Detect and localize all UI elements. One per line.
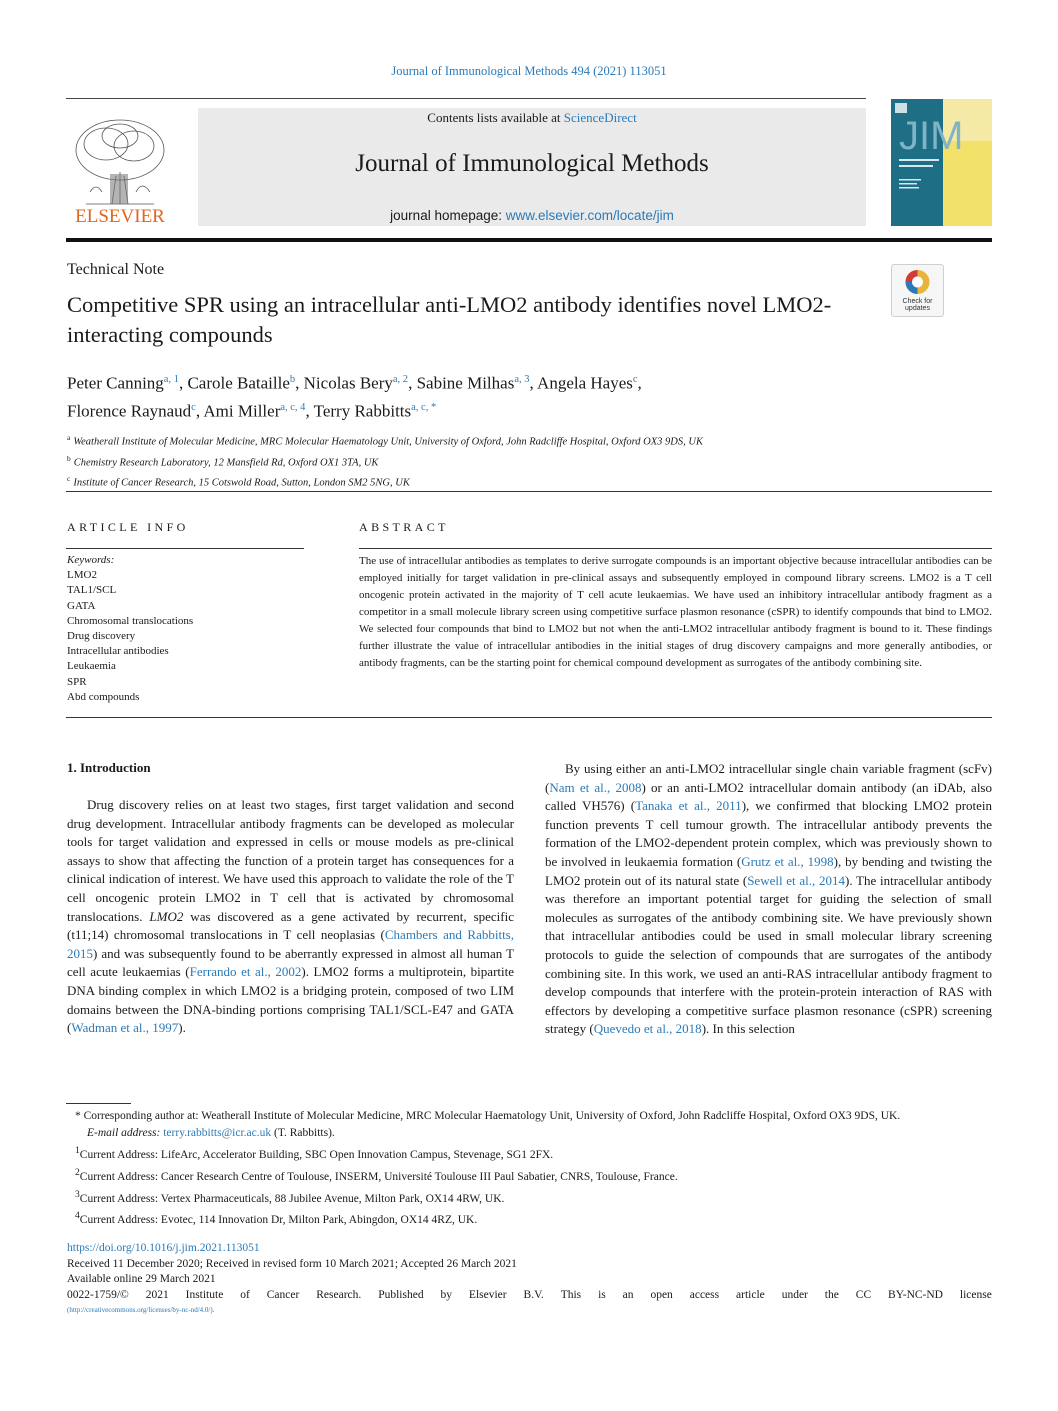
intro-text: ) or an anti-LMO2 intracellular domain antibody (an iDAb, also called VH576) ( (545, 779, 992, 814)
author-separator: , (178, 373, 188, 393)
intro-text: ), we confirmed that blocking LMO2 protein function prevents T cell tumour growth. The intracellular antibody prevents the formation of the LMO2-dependent protein complex, which was previously shown to be involved in leukaemia formation ( (545, 798, 993, 869)
address-footnote (67, 1207, 992, 1229)
intro-text: was discovered as a gene activated by recurrent, specific (t11;14) chromosomal translocations in T cell neoplasias ( (67, 908, 514, 943)
license-word: license (959, 1288, 992, 1301)
license-word: by (440, 1288, 452, 1301)
affiliations (67, 430, 967, 492)
keywords-label: Keywords: (67, 554, 115, 566)
license-word: Cancer (266, 1288, 300, 1301)
keyword-item: GATA (67, 599, 96, 612)
abstract-rule (359, 548, 992, 549)
keyword-item: Chromosomal translocations (67, 614, 194, 627)
intro-text: ). In this selection (701, 1021, 795, 1037)
intro-gene-name: LMO2 (149, 908, 184, 924)
keyword-item: Leukaemia (67, 660, 116, 673)
elsevier-wordmark: ELSEVIER (75, 206, 165, 227)
homepage-line (198, 208, 866, 223)
address-footnote (67, 1186, 992, 1208)
keywords-block (67, 553, 307, 705)
footnote-rule (66, 1103, 131, 1104)
affiliation-text: Weatherall Institute of Molecular Medicine, MRC Molecular Haematology Unit, University of Oxford, John Radcliffe Hospital, Oxford OX3 9DS, UK (73, 436, 703, 448)
citation-link[interactable]: Wadman et al., 1997 (71, 1020, 179, 1036)
footnote-text: Current Address: Cancer Research Centre of Toulouse, INSERM, Université Toulouse III Paul Sabatier, CNRS, Toulouse, France. (79, 1170, 678, 1183)
available-online: Available online 29 March 2021 (67, 1273, 216, 1285)
affiliation-text: Institute of Cancer Research, 15 Cotswold Road, Sutton, London SM2 5NG, UK (73, 477, 410, 489)
intro-text: ), by bending and twisting the LMO2 protein out of its natural state ( (545, 853, 992, 888)
cover-jim-text: JIM (899, 114, 964, 158)
author-affiliation-marker[interactable]: a, c, * (411, 401, 437, 413)
footnote-text: Current Address: Evotec, 114 Innovation Dr, Milton Park, Abingdon, OX14 4RZ, UK. (79, 1214, 478, 1227)
journal-cover-image (891, 99, 992, 226)
license-word: access (689, 1288, 720, 1301)
license-word: is (598, 1288, 606, 1301)
section-type: Technical Note (67, 261, 165, 278)
header-bottom-rule (66, 238, 992, 242)
elsevier-tree-icon (66, 112, 174, 228)
author-separator: , (637, 373, 642, 393)
journal-cover[interactable] (891, 99, 992, 226)
address-footnote (67, 1142, 992, 1164)
affiliation-marker: b (67, 453, 71, 463)
keywords-list (67, 568, 307, 705)
journal-title: Journal of Immunological Methods (355, 150, 709, 177)
author-name: Peter Canning (67, 373, 164, 393)
license-word: article (736, 1288, 765, 1301)
keyword-item: TAL1/SCL (67, 584, 117, 597)
elsevier-logo[interactable] (66, 112, 174, 228)
footnote-text: Current Address: LifeArc, Accelerator Building, SBC Open Innovation Campus, Stevenage, SG1 2FX. (79, 1148, 554, 1161)
license-word: B.V. (523, 1288, 544, 1301)
author-name: Ami Miller (203, 401, 281, 421)
author-separator: , (295, 373, 304, 393)
footnote-text: Current Address: Vertex Pharmaceuticals, 88 Jubilee Avenue, Milton Park, OX14 4RW, UK. (79, 1192, 505, 1205)
contents-line (198, 110, 866, 126)
license-word: Published (378, 1288, 424, 1301)
citation-link[interactable]: Chambers and Rabbitts, 2015 (67, 927, 514, 961)
affiliation-marker: c (67, 474, 71, 483)
license-word: 0022-1759/© (67, 1288, 129, 1301)
author-name: Nicolas Bery (303, 373, 393, 393)
affiliation-text: Chemistry Research Laboratory, 12 Mansfield Rd, Oxford OX1 3TA, UK (73, 457, 379, 468)
footnotes (67, 1108, 992, 1229)
citation-link[interactable]: Nam et al., 2008 (549, 779, 642, 795)
author-separator: , (195, 401, 204, 421)
title-separator-rule (66, 491, 992, 492)
footnote-marker: 4 (75, 1210, 80, 1222)
author-separator: , (408, 373, 417, 393)
intro-text: ). (178, 1020, 186, 1036)
intro-text: By using either an anti-LMO2 intracellular single chain variable fragment (scFv) ( (545, 761, 992, 795)
footnote-marker: 1 (75, 1145, 80, 1156)
keyword-item: LMO2 (67, 569, 97, 582)
abstract-text: The use of intracellular antibodies as templates to derive surrogate compounds is an important objective because intracellular antibodies can be employed initially for target validation in pre-clinical assays and subsequently employed in compound library screens. LMO2 is a T cell oncogenic protein activated in the majority of T cell acute leukaemias. We have used an inhibitory intracellular antibody fragment as a competitor in a small molecule library screen using competitive surface plasmon resonance (cSPR) to identify compounds that bind to LMO2. We selected four compounds that bind to LMO2 but not when the anti-LMO2 intracellular antibody fragment is bound to it. These findings further illustrate the value of intracellular antibodies in the initial stages of drug discovery campaigns and more generally antibodies, or antibody fragments, can be the starting point for chemical compound development as surrogates of the antibody combining site. (359, 555, 992, 669)
crossmark-label: Check for (902, 298, 933, 305)
license-word: Elsevier (468, 1288, 507, 1301)
citation-link[interactable]: Tanaka et al., 2011 (635, 798, 742, 814)
license-word: the (824, 1288, 839, 1301)
author-affiliation-marker[interactable]: b (289, 374, 296, 385)
keyword-item: SPR (67, 675, 87, 688)
license-word: CC (855, 1288, 872, 1301)
license-word: under (781, 1288, 808, 1301)
license-url-link[interactable]: (http://creativecommons.org/licenses/by-nc-nd/4.0/). (67, 1306, 215, 1314)
citation-link[interactable]: Sewell et al., 2014 (747, 872, 845, 888)
article-info-rule (66, 548, 304, 549)
license-word: an (622, 1288, 634, 1301)
intro-text: ). LMO2 forms a multiprotein, bipartite DNA binding complex in which LMO2 is a bridging protein, composed of two LIM domains between the DNA-binding portions comprising TAL1/SCL-E47 and GATA ( (67, 964, 515, 1036)
affiliation-marker: a (67, 433, 71, 442)
crossmark-label-2: updates (905, 305, 930, 312)
intro-text: Drug discovery relies on at least two stages, first target validation and second drug development. Intracellular antibody fragments can be developed as molecular tools for target validation and expressed in cells or mouse models as pre-clinical assays to show that affecting the function of a protein target has consequences for a clinical indication of interest. We have used this approach to validate the role of the T cell oncogenic protein LMO2 in T cell that is activated by chromosomal translocations. (67, 797, 514, 924)
license-word: Institute (185, 1288, 224, 1301)
citation-link[interactable]: Quevedo et al., 2018 (593, 1021, 702, 1037)
email-suffix: (T. Rabbitts). (271, 1127, 335, 1139)
contents-prefix: Contents lists available at (427, 110, 564, 125)
author-separator: , (305, 401, 314, 421)
email-link[interactable]: terry.rabbitts@icr.ac.uk (163, 1127, 272, 1139)
affiliation-line (67, 471, 967, 492)
affiliation-line (67, 451, 967, 472)
article-title: Competitive SPR using an intracellular anti-LMO2 antibody identifies novel LMO2-interacting compounds (67, 292, 832, 347)
citation-link[interactable]: Grutz et al., 1998 (741, 853, 834, 869)
doi-link[interactable]: https://doi.org/10.1016/j.jim.2021.113051 (67, 1242, 260, 1254)
author-name: Carole Bataille (187, 373, 290, 393)
intro-text: ) and was subsequently found to be aberrantly expressed in almost all human T cell acute leukaemias ( (67, 945, 514, 980)
email-label: E-mail address: (87, 1127, 164, 1139)
keyword-item: Intracellular antibodies (67, 645, 169, 658)
article-info-heading: ARTICLE INFO (67, 520, 189, 534)
journal-citation[interactable]: Journal of Immunological Methods 494 (2021) 113051 (391, 64, 667, 78)
publication-info (67, 1241, 992, 1319)
license-line (67, 1288, 992, 1304)
affiliation-line (67, 430, 967, 451)
license-word: BY-NC-ND (888, 1288, 943, 1301)
intro-text: ). The intracellular antibody was therefore an important potential target for guiding the selection of small molecules as surrogates of the antibody combining site. We have previously shown that intracellular antibodies could be used in small molecular library screening protocols to guide the selection of compounds that are surrogates of the antibody combining site. In this work, we used an anti-RAS intracellular antibody fragment to develop compounds that interfere with the protein-protein interaction of RAS with effectors by developing a competitive surface plasmon resonance (cSPR) screening strategy ( (545, 872, 992, 1037)
citation-link[interactable]: Ferrando et al., 2002 (189, 964, 302, 980)
license-word: open (650, 1288, 673, 1301)
author-affiliation-marker[interactable]: a, 3 (514, 374, 530, 385)
header-top-rule (66, 98, 866, 99)
footnote-marker: 2 (75, 1166, 80, 1178)
license-word: This (560, 1288, 582, 1301)
author-name: Angela Hayes (537, 373, 633, 393)
address-footnote (67, 1164, 992, 1186)
received-dates: Received 11 December 2020; Received in revised form 10 March 2021; Accepted 26 March 2021 (67, 1257, 517, 1270)
email-line (67, 1125, 992, 1142)
author-name: Florence Raynaud (67, 401, 192, 421)
corresponding-author-note: * Corresponding author at: Weatherall Institute of Molecular Medicine, MRC Molecular Haematology Unit, University of Oxford, John Radcliffe Hospital, Oxford OX3 9DS, UK. (75, 1110, 901, 1122)
keyword-item: Abd compounds (67, 690, 140, 703)
author-affiliation-marker[interactable]: c (632, 374, 638, 385)
keyword-item: Drug discovery (67, 630, 136, 643)
author-affiliation-marker[interactable]: a, 2 (392, 374, 409, 385)
introduction-heading: 1. Introduction (67, 760, 151, 775)
author-affiliation-marker[interactable]: a, c, 4 (280, 401, 306, 413)
license-word: of (240, 1288, 250, 1301)
author-affiliation-marker[interactable]: a, 1 (163, 374, 179, 385)
homepage-prefix: journal homepage: (390, 208, 506, 223)
abstract-heading: ABSTRACT (359, 520, 449, 534)
check-for-updates-button[interactable] (891, 264, 944, 317)
introduction-right-column (545, 760, 992, 1039)
abstract-bottom-rule (66, 717, 992, 718)
sciencedirect-link[interactable]: ScienceDirect (563, 110, 637, 125)
author-name: Terry Rabbitts (313, 401, 412, 421)
crossmark-icon (892, 265, 943, 316)
author-separator: , (529, 373, 538, 393)
footnote-marker: 3 (75, 1188, 80, 1200)
license-word: 2021 (145, 1288, 169, 1301)
license-word: Research. (316, 1288, 362, 1301)
address-notes (67, 1142, 992, 1229)
author-name: Sabine Milhas (416, 373, 515, 393)
introduction-left-column (67, 796, 514, 1038)
author-list (67, 368, 927, 423)
author-affiliation-marker[interactable]: c (191, 401, 196, 413)
homepage-link[interactable]: www.elsevier.com/locate/jim (505, 208, 674, 223)
